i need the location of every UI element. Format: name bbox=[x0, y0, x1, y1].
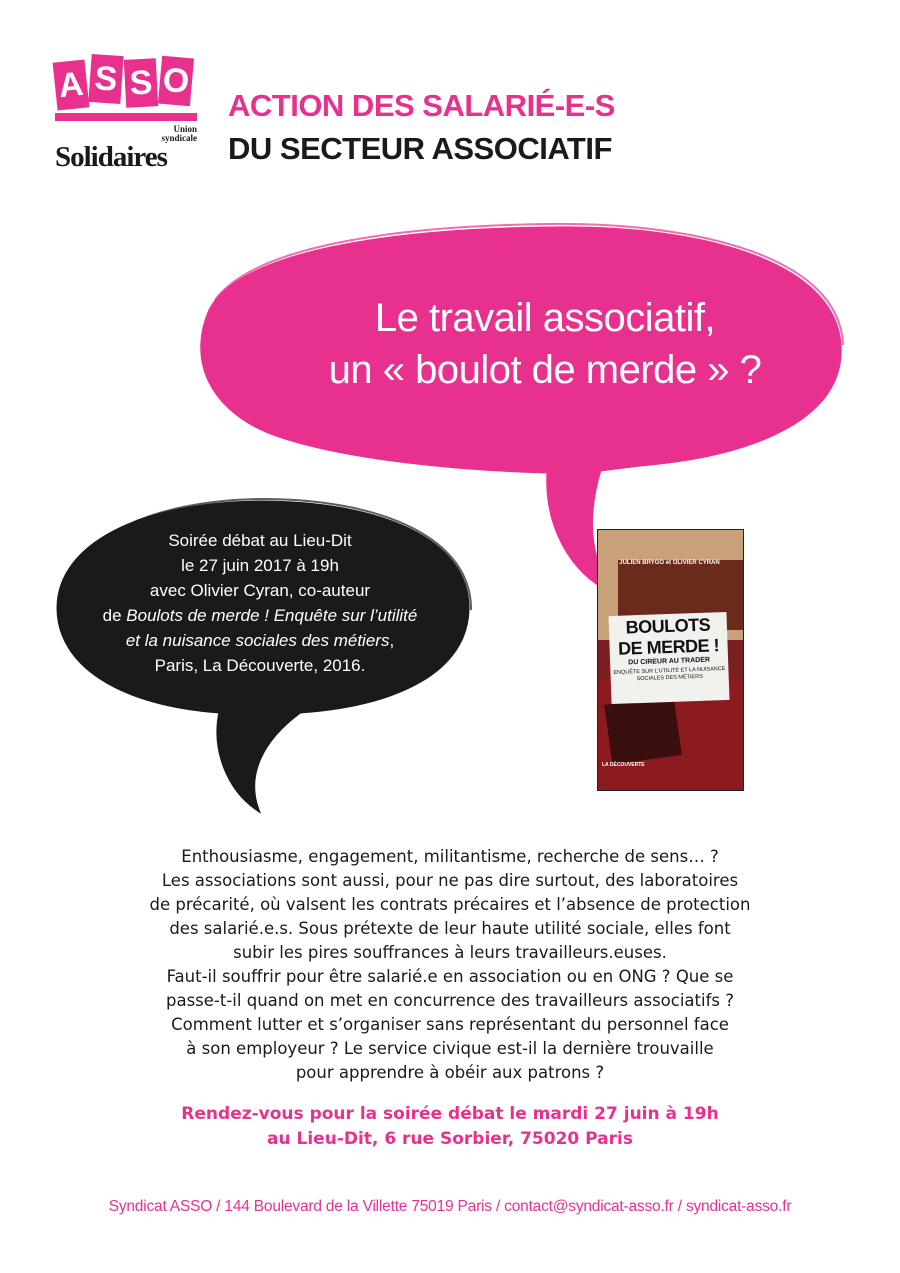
logo-union-line1: Union bbox=[173, 124, 197, 134]
event-line2: le 27 juin 2017 à 19h bbox=[181, 556, 339, 575]
rendezvous-line1: Rendez-vous pour la soirée débat le mardi 27 juin à 19h bbox=[181, 1104, 719, 1124]
book-authors: JULIEN BRYGO et OLIVIER CYRAN bbox=[619, 560, 720, 566]
book-publisher: LA DÉCOUVERTE bbox=[602, 762, 645, 768]
body-text bbox=[95, 845, 805, 1085]
rendezvous bbox=[95, 1102, 805, 1152]
logo-bar bbox=[55, 113, 197, 121]
header-title bbox=[228, 84, 615, 170]
book-subtitle2: ENQUÊTE SUR L’UTILITÉ ET LA NUISANCE SOCIALES DES MÉTIERS bbox=[613, 666, 726, 683]
headline-line2: un « boulot de merde » ? bbox=[328, 348, 762, 392]
body-line: de précarité, où valsent les contrats précaires et l’absence de protection bbox=[149, 895, 751, 914]
body-line: Comment lutter et s’organiser sans représentant du personnel face bbox=[171, 1015, 729, 1034]
event-line3: avec Olivier Cyran, co-auteur bbox=[149, 581, 371, 600]
event-line6: Paris, La Découverte, 2016. bbox=[154, 656, 366, 675]
logo-union-line2: syndicale bbox=[161, 133, 197, 143]
header-line1: ACTION DES SALARIÉ-E-S bbox=[228, 88, 615, 123]
event-book-title-part2: et la nuisance sociales des métiers bbox=[125, 631, 390, 650]
body-line: Faut-il souffrir pour être salarié.e en association ou en ONG ? Que se bbox=[166, 967, 734, 986]
body-line: subir les pires souffrances à leurs travailleurs.euses. bbox=[233, 943, 667, 962]
logo-letter: S bbox=[124, 58, 158, 108]
logo-letter: O bbox=[158, 56, 194, 107]
logo-letter: S bbox=[88, 54, 123, 104]
book-title-line1: BOULOTS bbox=[625, 614, 711, 638]
event-line5 bbox=[65, 628, 455, 653]
logo-letters bbox=[55, 55, 192, 109]
book-subtitle: DU CIREUR AU TRADER bbox=[628, 656, 711, 667]
headline-line1: Le travail associatif, bbox=[374, 296, 716, 340]
event-book-title-part1: Boulots de merde ! Enquête sur l’utilité bbox=[126, 606, 418, 625]
event-line1: Soirée débat au Lieu-Dit bbox=[168, 531, 352, 550]
book-label bbox=[609, 612, 730, 704]
header-line2: DU SECTEUR ASSOCIATIF bbox=[228, 131, 612, 166]
event-line4-prefix: de bbox=[102, 606, 127, 625]
rendezvous-line2: au Lieu-Dit, 6 rue Sorbier, 75020 Paris bbox=[267, 1129, 633, 1149]
footer-contact: Syndicat ASSO / 144 Boulevard de la Villette 75019 Paris / contact@syndicat-asso.fr / syndicat-asso.fr bbox=[108, 1198, 792, 1215]
event-details bbox=[65, 528, 455, 678]
body-line: passe-t-il quand on met en concurrence des travailleurs associatifs ? bbox=[166, 991, 734, 1010]
book-title-line2: DE MERDE ! bbox=[617, 635, 720, 659]
event-line5-suffix: , bbox=[389, 631, 395, 650]
body-line: des salarié.e.s. Sous prétexte de leur haute utilité sociale, elles font bbox=[169, 919, 731, 938]
body-line: Enthousiasme, engagement, militantisme, recherche de sens… ? bbox=[181, 847, 719, 866]
logo-solidaires-text: Solidaires bbox=[55, 141, 167, 173]
logo-letter: A bbox=[53, 59, 90, 110]
body-line: à son employeur ? Le service civique est-il la dernière trouvaille bbox=[186, 1039, 714, 1058]
body-line: Les associations sont aussi, pour ne pas dire surtout, des laboratoires bbox=[161, 871, 739, 890]
body-line: pour apprendre à obéir aux patrons ? bbox=[295, 1063, 605, 1082]
headline bbox=[240, 292, 850, 396]
asso-solidaires-logo bbox=[55, 55, 200, 180]
event-line4 bbox=[65, 603, 455, 628]
book-cover bbox=[598, 530, 743, 790]
